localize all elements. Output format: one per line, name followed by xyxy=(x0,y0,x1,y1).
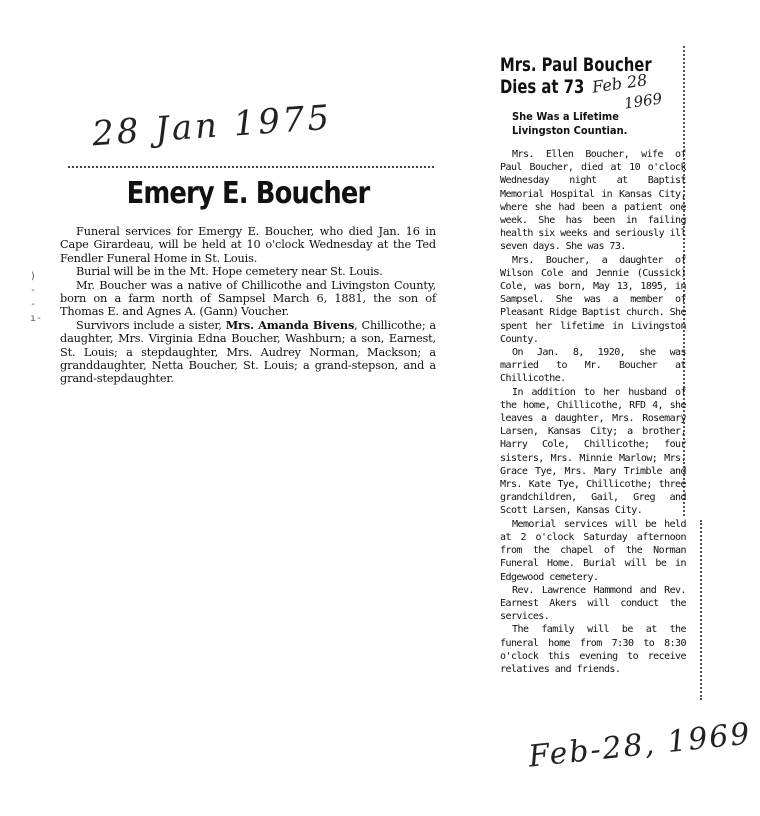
margin-mark: - xyxy=(30,299,37,310)
handwritten-date-left: 28 Jan 1975 xyxy=(90,97,334,155)
right-headline xyxy=(500,54,652,98)
left-paragraph: Burial will be in the Mt. Hope cemetery near St. Louis. xyxy=(76,265,383,279)
handwritten-date-bottom-right: Feb-28, 1969 xyxy=(526,716,754,775)
left-paragraph: Mr. Boucher was a native of Chillicothe and Livingston County, born on a farm north of Sampsel March 6, 1881, the son of Thomas E. and Agnes A. (Gann) Voucher. xyxy=(60,278,436,319)
right-headline-line: Mrs. Paul Boucher xyxy=(500,54,652,76)
clipping-edge-lower xyxy=(700,520,702,700)
left-paragraph-survivors xyxy=(60,319,436,386)
right-headline-line: Dies at 73 xyxy=(500,76,585,98)
right-subhead-line: She Was a Lifetime xyxy=(512,110,619,123)
obituary-emery-boucher xyxy=(60,176,436,386)
right-paragraph: In addition to her husband of the home, Chillicothe, RFD 4, she leaves a daughter, Mrs. Rosemary Larsen, Kansas City; a brother, Harry Cole, Chillicothe; four sisters, Mrs. Minnie Marlow; Mrs. Grace Tye, Mrs. Mary Trimble and Mrs. Kate Tye, Chillicothe; three grandchildren, Gail, Greg and Scott Larsen, Kansas City. xyxy=(500,386,686,517)
margin-mark: ı- xyxy=(30,313,43,324)
right-paragraph: Rev. Lawrence Hammond and Rev. Earnest Akers will conduct the services. xyxy=(500,584,686,623)
right-paragraph: Mrs. Ellen Boucher, wife of Paul Boucher, died at 10 o'clock Wednesday night at Baptist Memorial Hospital in Kansas City, where she had been a patient one week. She has been in failing health six weeks and seriously ill seven days. She was 73. xyxy=(500,149,686,253)
handwritten-date-top-right: Feb 28 xyxy=(590,70,649,97)
margin-mark: - xyxy=(30,285,37,296)
survivors-bold-name: Mrs. Amanda Bivens xyxy=(225,317,355,332)
right-subhead-line: Livingston Countian. xyxy=(512,124,628,137)
obituary-ellen-boucher xyxy=(500,54,686,676)
left-headline: Emery E. Boucher xyxy=(126,176,370,211)
clipping-cut-line xyxy=(68,166,434,168)
left-paragraph: Funeral services for Emergy E. Boucher, who died Jan. 16 in Cape Girardeau, will be held at 10 o'clock Wednesday at the Ted Fendler Funeral Home in St. Louis. xyxy=(60,225,436,265)
survivors-lead: Survivors include a sister, xyxy=(76,318,226,332)
right-paragraph: On Jan. 8, 1920, she was married to Mr. Boucher at Chillicothe. xyxy=(500,347,686,385)
right-subhead xyxy=(512,110,669,138)
handwritten-year-top-right: 1969 xyxy=(622,89,664,113)
survivors-rest: , Chillicothe; a daughter, Mrs. Virginia Edna Boucher, Washburn; a son, Earnest, St. Louis; a stepdaughter, Mrs. Audrey Norman, Mackson; a granddaughter, Netta Boucher, St. Louis; a grand-stepson, and a grand-stepdaughter. xyxy=(60,318,436,386)
right-paragraph: Mrs. Boucher, a daughter of Wilson Cole and Jennie (Cussick) Cole, was born, May 13, 1895, in Sampsel. She was a member of Pleasant Ridge Baptist church. She spent her lifetime in Livingston County. xyxy=(500,254,686,345)
right-paragraph: Memorial services will be held at 2 o'clock Saturday afternoon from the chapel of the Norman Funeral Home. Burial will be in Edgewood cemetery. xyxy=(500,518,686,583)
right-paragraph: The family will be at the funeral home from 7:30 to 8:30 o'clock this evening to receive relatives and friends. xyxy=(500,624,686,675)
margin-marks xyxy=(30,270,42,326)
margin-mark: ) xyxy=(30,271,37,282)
